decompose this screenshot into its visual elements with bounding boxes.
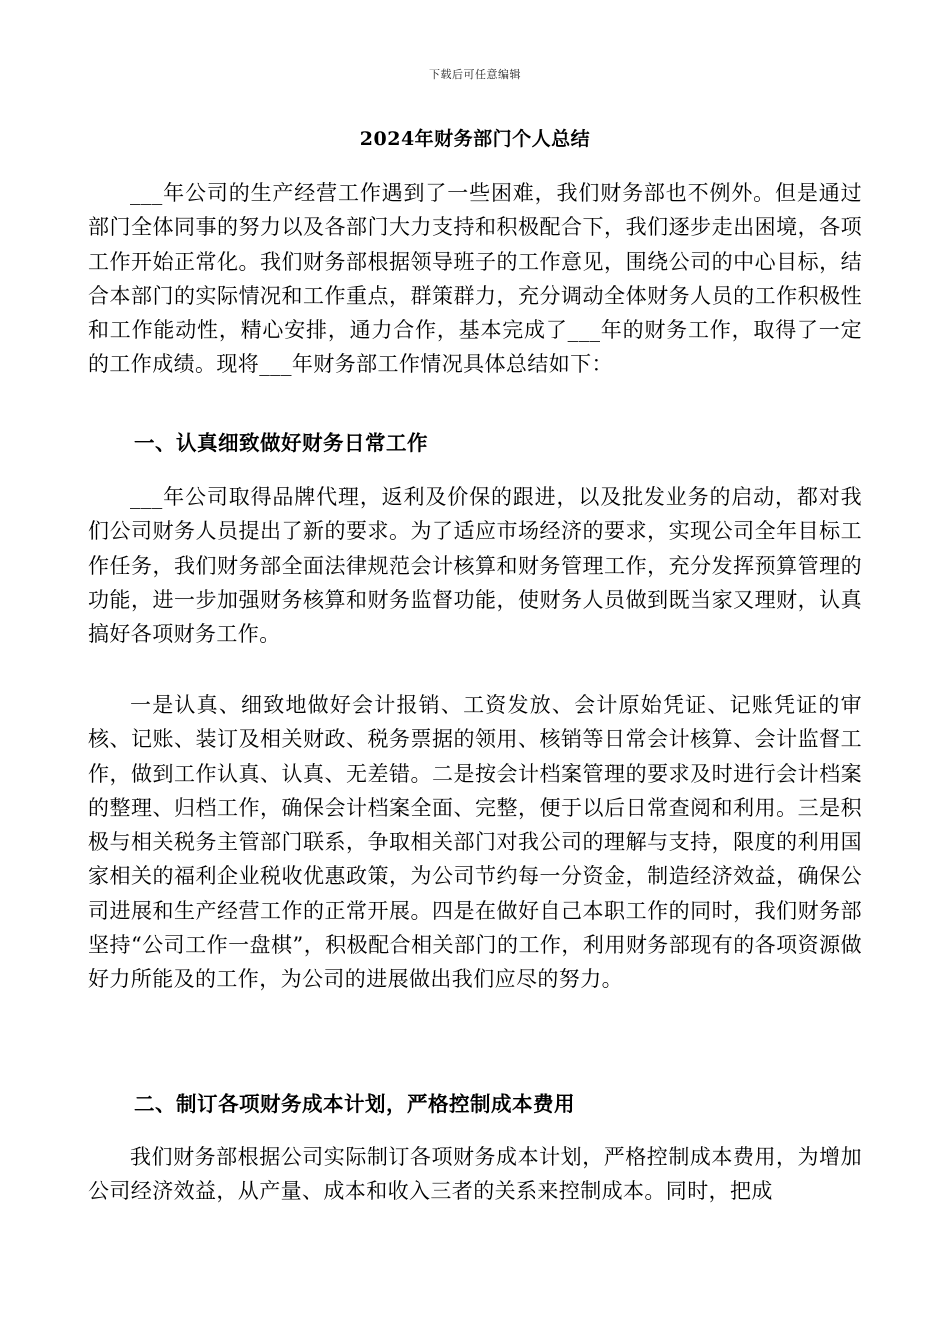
header-note: 下载后可任意编辑 bbox=[429, 68, 521, 81]
section1-paragraph-2: 一是认真、细致地做好会计报销、工资发放、会计原始凭证、记账凭证的审核、记账、装订及相关财政、税务票据的领用、核销等日常会计核算、会计监督工作，做到工作认真、认真、无差错。二是按会计档案管理的要求及时进行会计档案的整理、归档工作，确保会计档案全面、完整，便于以后日常查阅和利用。三是积极与相关税务主管部门联系，争取相关部门对我公司的理解与支持，限度的利用国家相关的福利企业税收优惠政策，为公司节约每一分资金，制造经济效益，确保公司进展和生产经营工作的正常开展。四是在做好自己本职工作的同时，我们财务部坚持“公司工作一盘棋”，积极配合相关部门的工作，利用财务部现有的各项资源做好力所能及的工作，为公司的进展做出我们应尽的努力。 bbox=[88, 693, 862, 992]
section-heading-1: 一、认真细致做好财务日常工作 bbox=[134, 431, 428, 455]
intro-paragraph: ___年公司的生产经营工作遇到了一些困难，我们财务部也不例外。但是通过部门全体同事的努力以及各部门大力支持和积极配合下，我们逐步走出困境，各项工作开始正常化。我们财务部根据领导班子的工作意见，围绕公司的中心目标，结合本部门的实际情况和工作重点，群策群力，充分调动全体财务人员的工作积极性和工作能动性，精心安排，通力合作，基本完成了___年的财务工作，取得了一定的工作成绩。现将___年财务部工作情况具体总结如下： bbox=[88, 181, 862, 377]
section1-paragraph-1: ___年公司取得品牌代理，返利及价保的跟进，以及批发业务的启动，都对我们公司财务人员提出了新的要求。为了适应市场经济的要求，实现公司全年目标工作任务，我们财务部全面法律规范会计核算和财务管理工作，充分发挥预算管理的功能，进一步加强财务核算和财务监督功能，使财务人员做到既当家又理财，认真搞好各项财务工作。 bbox=[88, 485, 862, 647]
page-title: 2024年财务部门个人总结 bbox=[359, 128, 591, 150]
section2-paragraph-1: 我们财务部根据公司实际制订各项财务成本计划，严格控制成本费用，为增加公司经济效益，从产量、成本和收入三者的关系来控制成本。同时，把成 bbox=[88, 1145, 862, 1204]
section-heading-2: 二、制订各项财务成本计划，严格控制成本费用 bbox=[134, 1092, 575, 1116]
